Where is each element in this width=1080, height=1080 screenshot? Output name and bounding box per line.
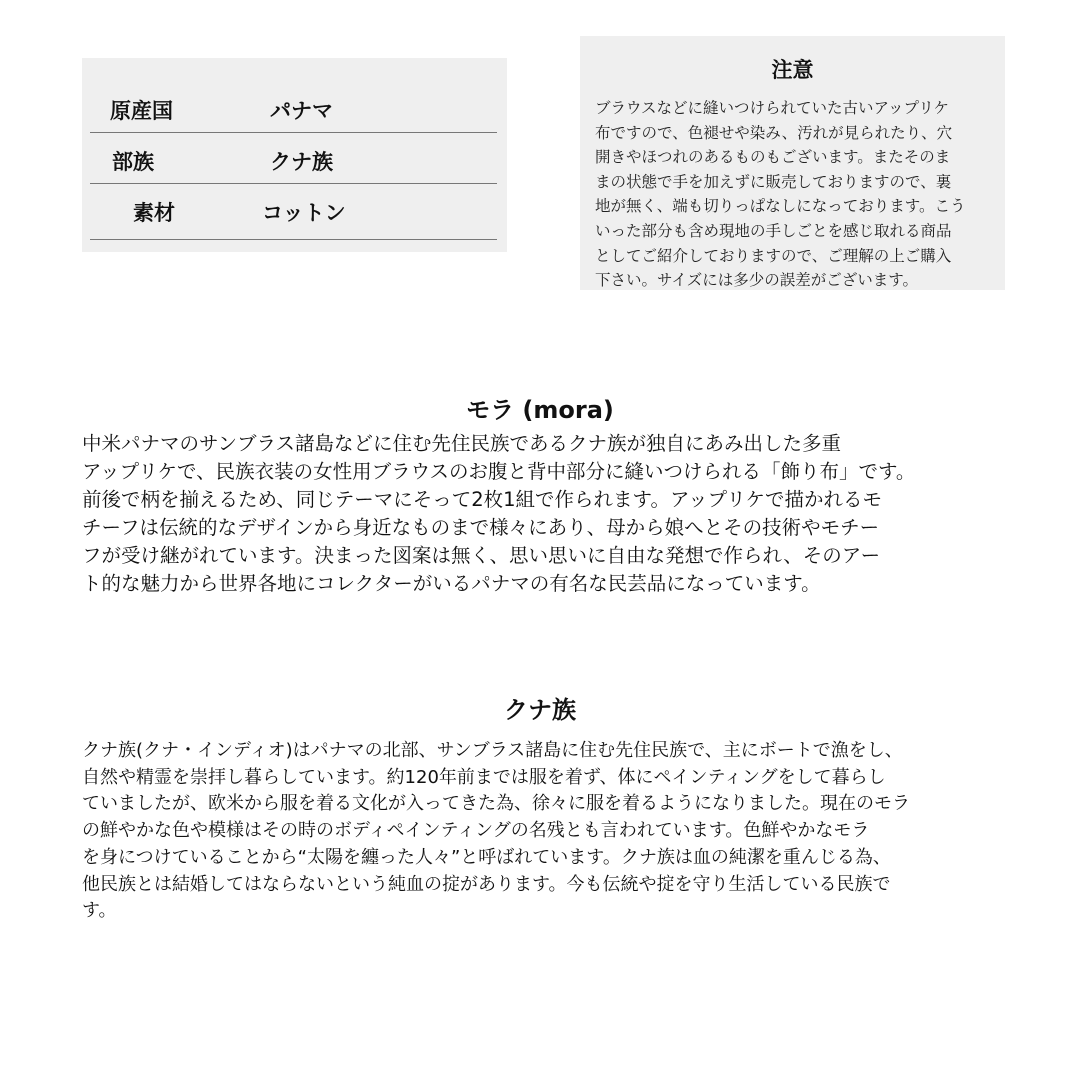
text-line: の鮮やかな色や模様はその時のボディペインティングの名残とも言われています。色鮮やかなモラ bbox=[82, 820, 870, 842]
text-line: を身につけていることから“太陽を纏った人々”と呼ばれています。クナ族は血の純潔を重んじる為、 bbox=[82, 846, 891, 868]
divider bbox=[90, 183, 497, 184]
text-line: クナ族(クナ・インディオ)はパナマの北部、サンブラス諸島に住む先住民族で、主にボートで漁をし、 bbox=[82, 740, 903, 761]
spec-table bbox=[82, 58, 507, 252]
notice-title: 注意 bbox=[771, 58, 814, 82]
notice-line: いった部分も含め現地の手しごとを感じ取れる商品 bbox=[595, 221, 952, 240]
text-line: 他民族とは結婚してはならないという純血の掟があります。今も伝統や掟を守り生活している民族で bbox=[82, 873, 891, 895]
notice-text bbox=[595, 96, 965, 293]
divider bbox=[90, 239, 497, 240]
text-line: 前後で柄を揃えるため、同じテーマにそって2枚1組で作られます。アップリケで描かれるモ bbox=[82, 488, 882, 511]
notice-line: まの状態で手を加えずに販売しておりますので、裏 bbox=[595, 172, 952, 191]
notice-line: 下さい。サイズには多少の誤差がございます。 bbox=[595, 271, 919, 290]
mola-heading: モラ (mora) bbox=[466, 396, 614, 424]
mola-description bbox=[82, 430, 915, 598]
spec-value: コットン bbox=[262, 201, 346, 225]
notice-line: 地が無く、端も切りっぱなしになっております。こう bbox=[595, 197, 966, 216]
text-line: フが受け継がれています。決まった図案は無く、思い思いに自由な発想で作られ、そのアー bbox=[82, 544, 881, 567]
kuna-description bbox=[82, 738, 910, 925]
divider bbox=[90, 132, 497, 133]
spec-label: 原産国 bbox=[110, 99, 173, 123]
spec-row-origin bbox=[90, 86, 497, 136]
text-line: ていましたが、欧米から服を着る文化が入ってきた為、徐々に服を着るようになりました。現在のモラ bbox=[82, 793, 910, 815]
notice-line: ブラウスなどに縫いつけられていた古いアップリケ bbox=[595, 99, 950, 117]
spec-label: 部族 bbox=[112, 150, 154, 174]
notice-line: 開きやほつれのあるものもございます。またそのま bbox=[595, 148, 951, 167]
notice-box bbox=[580, 36, 1005, 290]
text-line: す。 bbox=[82, 900, 117, 922]
kuna-heading: クナ族 bbox=[504, 696, 576, 724]
spec-row-material bbox=[90, 188, 497, 238]
text-line: 中米パナマのサンブラス諸島などに住む先住民族であるクナ族が独自にあみ出した多重 bbox=[82, 432, 841, 455]
text-line: チーフは伝統的なデザインから身近なものまで様々にあり、母から娘へとその技術やモチー bbox=[82, 516, 880, 539]
notice-line: 布ですので、色褪せや染み、汚れが見られたり、穴 bbox=[595, 123, 953, 142]
spec-label: 素材 bbox=[133, 201, 175, 225]
text-line: 自然や精霊を崇拝し暮らしています。約120年前までは服を着ず、体にペインティングをして暮らし bbox=[82, 766, 886, 788]
text-line: アップリケで、民族衣装の女性用ブラウスのお腹と背中部分に縫いつけられる「飾り布」です。 bbox=[82, 460, 916, 483]
spec-value: パナマ bbox=[270, 99, 333, 123]
spec-row-tribe bbox=[90, 137, 497, 187]
text-line: ト的な魅力から世界各地にコレクターがいるパナマの有名な民芸品になっています。 bbox=[82, 572, 821, 595]
spec-value: クナ族 bbox=[270, 150, 333, 174]
notice-line: としてご紹介しておりますので、ご理解の上ご購入 bbox=[595, 246, 952, 265]
